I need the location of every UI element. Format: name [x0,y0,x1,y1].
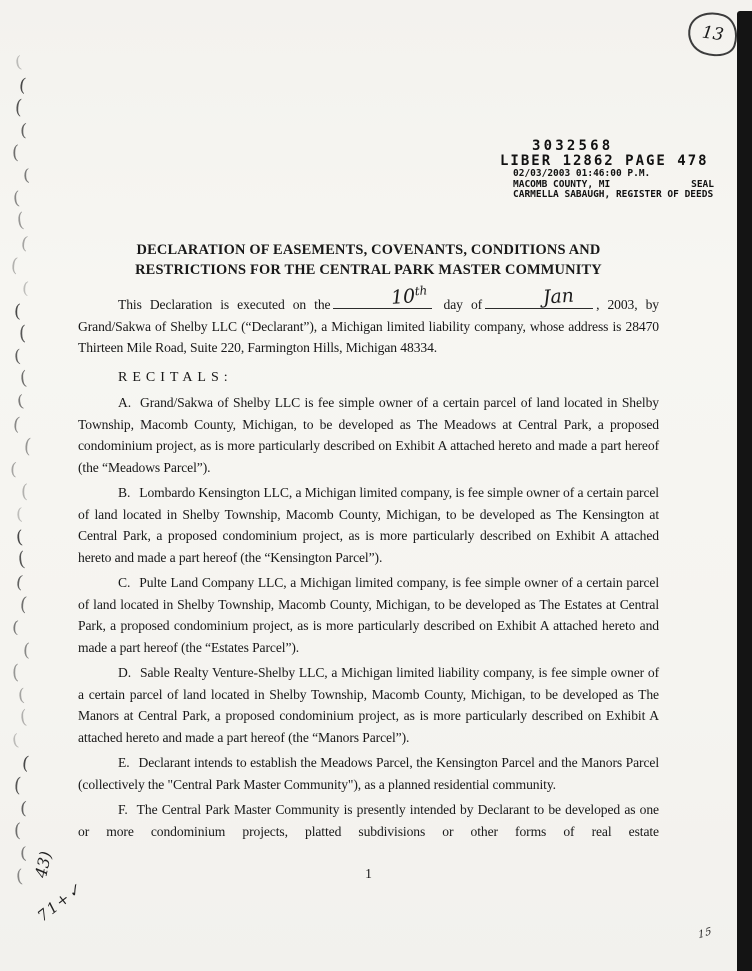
binding-mark: ( [15,504,24,525]
binding-mark: ( [15,391,26,412]
binding-mark: ( [23,434,32,459]
recital-paragraph-f [78,799,659,842]
binding-mark: ( [10,730,21,751]
recital-label: D. [118,665,132,680]
document-title-line1: DECLARATION OF EASEMENTS, COVENANTS, CONDITIONS AND [136,242,601,258]
intro-paragraph [78,282,659,359]
binding-mark: ( [22,165,31,186]
binding-mark: ( [19,367,28,391]
corner-mark: 15 [697,925,713,942]
binding-mark: ( [13,346,22,367]
recital-paragraph-e [78,752,659,795]
binding-mark: ( [19,593,28,617]
binding-mark: ( [18,322,27,346]
recital-text: Pulte Land Company LLC, a Michigan limited company, is fee simple owner of a certain parcel of land located in Shelby Township, Macomb County, Michigan, to be developed as The Estates at Central Park, a proposed condominium project, as is more particularly described on Exhibit A attached hereto and made a part hereof (the “Estates Parcel”). [78,575,659,655]
stamp-datetime: 02/03/2003 01:46:00 P.M. [513,168,651,179]
binding-mark: ( [13,773,22,798]
binding-mark: ( [21,278,30,299]
binding-mark: ( [19,120,28,141]
binding-mark: ( [19,843,28,864]
recital-paragraph-b [78,482,659,568]
binding-mark: ( [19,706,28,730]
binding-mark: ( [17,74,28,96]
circled-number: 13 [700,22,726,46]
binding-mark: ( [20,752,31,774]
binding-mark: ( [17,685,26,706]
scan-edge-strip [737,11,752,971]
recital-paragraph-d [78,662,659,748]
binding-mark: ( [12,141,20,164]
margin-scribble-2: 71+✓ [33,878,87,926]
recital-text: Grand/Sakwa of Shelby LLC is fee simple owner of a certain parcel of land located in Shelby Township, Macomb County, Michigan, to be developed as The Meadows at Central Park, a proposed condominium project, as is more particularly described on Exhibit A attached hereto and made a part hereof (the “Meadows Parcel”). [78,395,659,475]
binding-mark: ( [12,187,21,209]
binding-mark: ( [11,413,22,435]
recital-label: F. [118,802,128,817]
binding-mark: ( [11,661,20,685]
recital-label: B. [118,485,131,500]
margin-scribble-1: 43) [31,849,56,880]
binding-mark: ( [15,526,24,548]
binding-mark: ( [15,208,26,233]
stamp-document-number: 3032568 [532,138,614,154]
intro-text-before-day: This Declaration is executed on the [118,297,331,312]
circled-page-annotation [682,5,743,62]
stamp-seal-label: SEAL [691,178,714,190]
handwritten-day: 10th [390,282,429,309]
binding-mark: ( [10,254,19,278]
recital-text: Lombardo Kensington LLC, a Michigan limited company, is fee simple owner of a certain parcel of land located in Shelby Township, Macomb County, Michigan, to be developed as The Kensington at Central Park, a proposed condominium project, as is more particularly described on Exhibit A attached hereto and made a part hereof (the “Kensington Parcel”). [78,485,659,565]
page-number: 1 [365,866,372,881]
intro-text-after: , 2003, by Grand/Sakwa of Shelby LLC (“Declarant”), a Michigan limited liability company, whose address is 28470 Thirteen Mile Road, Suite 220, Farmington Hills, Michigan 48334. [78,297,659,355]
binding-mark: ( [14,95,23,120]
recital-text: Declarant intends to establish the Meadows Parcel, the Kensington Parcel and the Manors Parcel (collectively the "Central Park Master Community"), as a planned residential community. [78,755,659,792]
intro-text-between: day of [443,297,483,312]
binding-mark: ( [16,547,27,572]
document-title [78,240,659,280]
document-title-line2: RESTRICTIONS FOR THE CENTRAL PARK MASTER COMMUNITY [135,262,602,278]
document-body [78,240,659,846]
stamp-county: MACOMB COUNTY, MI [513,178,611,190]
recital-text: The Central Park Master Community is presently intended by Declarant to be developed as one or more condominium projects, platted subdivisions or other forms of real estate [78,802,659,839]
recital-text: Sable Realty Venture-Shelby LLC, a Michigan limited liability company, is fee simple owner of a certain parcel of land located in Shelby Township, Macomb County, Michigan, to be developed as The Manors at Central Park, a proposed condominium project, as is more particularly described on Exhibit A attached hereto and made a part hereof (the “Manors Parcel”). [78,665,659,745]
binding-mark: ( [19,798,28,819]
recital-paragraph-c [78,572,659,658]
binding-mark: ( [9,459,18,480]
binding-marks-column [0,0,50,971]
day-blank-line [333,282,432,309]
binding-mark: ( [19,232,30,254]
recitals-heading: RECITALS: [118,369,233,385]
recorder-stamp [500,139,714,201]
stamp-liber-page-line: LIBER 12862 PAGE 478 [500,153,709,169]
binding-mark: ( [13,300,22,322]
binding-mark: ( [13,52,24,73]
recital-label: A. [118,395,132,410]
binding-mark: ( [11,617,20,638]
binding-mark: ( [14,819,22,842]
month-blank-line [485,284,593,309]
binding-mark: ( [15,865,24,887]
recital-paragraph-a [78,392,659,478]
binding-mark: ( [21,480,29,503]
recital-label: C. [118,575,131,590]
stamp-register-of-deeds: CARMELLA SABAUGH, REGISTER OF DEEDS [513,189,714,200]
binding-mark: ( [22,639,31,661]
binding-mark: ( [14,571,25,593]
handwritten-month: Jan [542,284,575,309]
recital-label: E. [118,755,130,770]
